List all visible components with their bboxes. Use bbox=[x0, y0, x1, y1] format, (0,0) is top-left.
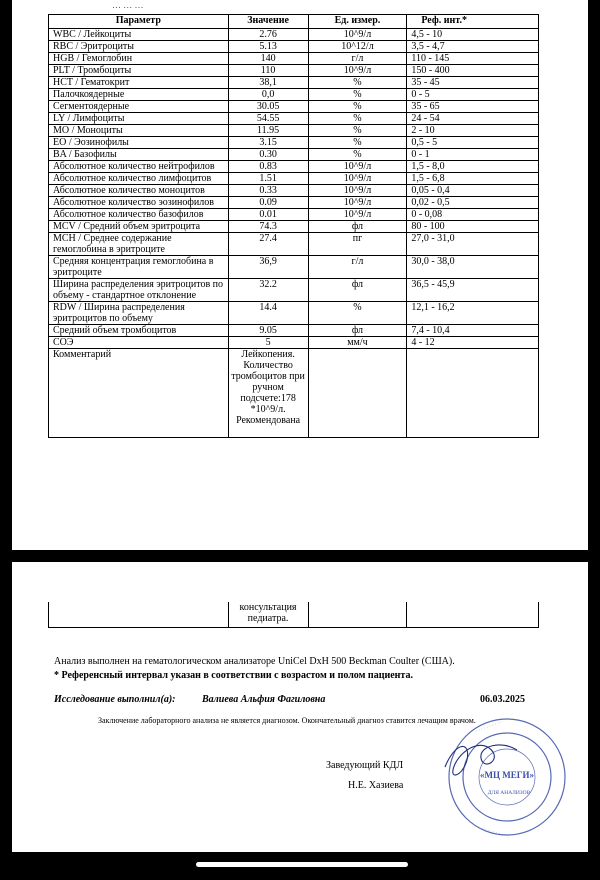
comment-label: Комментарий bbox=[49, 349, 229, 438]
table-row bbox=[49, 302, 539, 325]
cell-reference: 2 - 10 bbox=[407, 125, 539, 137]
cell-unit: % bbox=[308, 89, 407, 101]
cell-value: 74.3 bbox=[228, 221, 308, 233]
cell-value: 14.4 bbox=[228, 302, 308, 325]
cell-unit: фл bbox=[308, 325, 407, 337]
comment-text-continued: консультация педиатра. bbox=[228, 602, 308, 628]
cell-reference: 30,0 - 38,0 bbox=[407, 256, 539, 279]
cell-parameter: Абсолютное количество нейтрофилов bbox=[49, 161, 229, 173]
performed-by: Валиева Альфия Фагиловна bbox=[202, 694, 326, 705]
cell-value: 9.05 bbox=[228, 325, 308, 337]
continuation-empty-1 bbox=[49, 602, 229, 628]
report-page-1 bbox=[12, 0, 588, 550]
cell-unit: 10^12/л bbox=[308, 41, 407, 53]
cell-unit: % bbox=[308, 149, 407, 161]
comment-unit-empty bbox=[308, 349, 407, 438]
comment-text: Лейкопения. Количество тромбоцитов при ручном подсчете:178 *10^9/л. Рекомендована bbox=[228, 349, 308, 438]
cell-reference: 0 - 1 bbox=[407, 149, 539, 161]
header-value: Значение bbox=[228, 15, 308, 29]
cell-value: 2.76 bbox=[228, 29, 308, 41]
table-header-row bbox=[49, 15, 539, 29]
cell-parameter: WBC / Лейкоциты bbox=[49, 29, 229, 41]
table-row bbox=[49, 53, 539, 65]
cell-reference: 35 - 65 bbox=[407, 101, 539, 113]
table-row bbox=[49, 29, 539, 41]
table-row bbox=[49, 221, 539, 233]
cell-unit: мм/ч bbox=[308, 337, 407, 349]
cell-parameter: MCV / Средний объем эритроцита bbox=[49, 221, 229, 233]
report-page-2 bbox=[12, 562, 588, 852]
cell-unit: % bbox=[308, 113, 407, 125]
table-row bbox=[49, 77, 539, 89]
table-row bbox=[49, 209, 539, 221]
cell-value: 1.51 bbox=[228, 173, 308, 185]
cell-reference: 0,02 - 0,5 bbox=[407, 197, 539, 209]
cell-reference: 3,5 - 4,7 bbox=[407, 41, 539, 53]
cell-value: 36,9 bbox=[228, 256, 308, 279]
cell-value: 38,1 bbox=[228, 77, 308, 89]
cell-parameter: LY / Лимфоциты bbox=[49, 113, 229, 125]
cell-value: 30.05 bbox=[228, 101, 308, 113]
home-indicator bbox=[196, 862, 408, 867]
table-row bbox=[49, 161, 539, 173]
comment-ref-empty bbox=[407, 349, 539, 438]
cell-parameter: PLT / Тромбоциты bbox=[49, 65, 229, 77]
cell-reference: 24 - 54 bbox=[407, 113, 539, 125]
head-name: Н.Е. Хазиева bbox=[348, 780, 404, 791]
cell-value: 27.4 bbox=[228, 233, 308, 256]
cell-reference: 0 - 0,08 bbox=[407, 209, 539, 221]
cell-parameter: Абсолютное количество моноцитов bbox=[49, 185, 229, 197]
table-row bbox=[49, 125, 539, 137]
cell-unit: % bbox=[308, 302, 407, 325]
table-row bbox=[49, 279, 539, 302]
cell-parameter: Сегментоядерные bbox=[49, 101, 229, 113]
cell-parameter: Абсолютное количество базофилов bbox=[49, 209, 229, 221]
cell-unit: % bbox=[308, 137, 407, 149]
cell-reference: 1,5 - 6,8 bbox=[407, 173, 539, 185]
cell-reference: 110 - 145 bbox=[407, 53, 539, 65]
cell-unit: % bbox=[308, 77, 407, 89]
cell-unit: 10^9/л bbox=[308, 173, 407, 185]
table-row bbox=[49, 65, 539, 77]
cell-unit: 10^9/л bbox=[308, 161, 407, 173]
table-row bbox=[49, 233, 539, 256]
table-row bbox=[49, 41, 539, 53]
comment-continuation-row bbox=[49, 602, 539, 628]
cell-reference: 36,5 - 45,9 bbox=[407, 279, 539, 302]
table-row bbox=[49, 256, 539, 279]
cell-value: 32.2 bbox=[228, 279, 308, 302]
table-row bbox=[49, 149, 539, 161]
cell-value: 140 bbox=[228, 53, 308, 65]
header-fragment: … … … bbox=[112, 0, 144, 10]
cell-reference: 27,0 - 31,0 bbox=[407, 233, 539, 256]
cell-parameter: RBC / Эритроциты bbox=[49, 41, 229, 53]
stamp-center-text: «МЦ МЕГИ» bbox=[480, 770, 534, 780]
cell-value: 0.01 bbox=[228, 209, 308, 221]
cell-parameter: MCH / Среднее содержание гемоглобина в эритроците bbox=[49, 233, 229, 256]
table-row bbox=[49, 337, 539, 349]
cell-reference: 0 - 5 bbox=[407, 89, 539, 101]
cell-unit: г/л bbox=[308, 256, 407, 279]
cell-reference: 80 - 100 bbox=[407, 221, 539, 233]
cell-unit: г/л bbox=[308, 53, 407, 65]
report-date: 06.03.2025 bbox=[480, 694, 525, 705]
table-row bbox=[49, 197, 539, 209]
analyzer-note: Анализ выполнен на гематологическом анализаторе UniCel DxH 500 Beckman Coulter (США). bbox=[54, 656, 455, 667]
reference-note: * Референсный интервал указан в соответствии с возрастом и полом пациента. bbox=[54, 670, 413, 681]
table-row bbox=[49, 173, 539, 185]
cell-parameter: Абсолютное количество лимфоцитов bbox=[49, 173, 229, 185]
cell-value: 0.83 bbox=[228, 161, 308, 173]
cell-parameter: MO / Моноциты bbox=[49, 125, 229, 137]
cell-parameter: СОЭ bbox=[49, 337, 229, 349]
cell-value: 5.13 bbox=[228, 41, 308, 53]
table-row bbox=[49, 325, 539, 337]
cell-value: 110 bbox=[228, 65, 308, 77]
performed-label: Исследование выполнил(а): bbox=[54, 694, 176, 705]
cell-reference: 4 - 12 bbox=[407, 337, 539, 349]
cell-value: 54.55 bbox=[228, 113, 308, 125]
comment-continuation-table bbox=[48, 602, 539, 628]
header-parameter: Параметр bbox=[49, 15, 229, 29]
cell-reference: 0,5 - 5 bbox=[407, 137, 539, 149]
cell-parameter: Ширина распределения эритроцитов по объему - стандартное отклонение bbox=[49, 279, 229, 302]
cell-unit: 10^9/л bbox=[308, 65, 407, 77]
cell-value: 5 bbox=[228, 337, 308, 349]
cell-parameter: EO / Эозинофилы bbox=[49, 137, 229, 149]
table-row bbox=[49, 137, 539, 149]
cell-value: 3.15 bbox=[228, 137, 308, 149]
svg-text:· · · · · · · · · ·: · · · · · · · · · · bbox=[475, 720, 504, 735]
cell-unit: 10^9/л bbox=[308, 197, 407, 209]
cell-value: 0.09 bbox=[228, 197, 308, 209]
cell-reference: 1,5 - 8,0 bbox=[407, 161, 539, 173]
cell-unit: 10^9/л bbox=[308, 185, 407, 197]
cell-parameter: Средний объем тромбоцитов bbox=[49, 325, 229, 337]
continuation-empty-2 bbox=[308, 602, 407, 628]
table-row bbox=[49, 89, 539, 101]
comment-row bbox=[49, 349, 539, 438]
cell-parameter: Абсолютное количество эозинофилов bbox=[49, 197, 229, 209]
header-unit: Ед. измер. bbox=[308, 15, 407, 29]
cell-unit: % bbox=[308, 101, 407, 113]
cell-parameter: BA / Базофилы bbox=[49, 149, 229, 161]
cell-parameter: Палочкоядерные bbox=[49, 89, 229, 101]
cell-unit: фл bbox=[308, 279, 407, 302]
table-row bbox=[49, 101, 539, 113]
cell-reference: 4,5 - 10 bbox=[407, 29, 539, 41]
table-row bbox=[49, 185, 539, 197]
cell-unit: % bbox=[308, 125, 407, 137]
cell-unit: 10^9/л bbox=[308, 29, 407, 41]
cell-value: 0,0 bbox=[228, 89, 308, 101]
continuation-empty-3 bbox=[407, 602, 539, 628]
table-row bbox=[49, 113, 539, 125]
cell-parameter: RDW / Ширина распределения эритроцитов по объему bbox=[49, 302, 229, 325]
stamp-sub-text: ДЛЯ АНАЛИЗОВ bbox=[487, 790, 531, 796]
results-table bbox=[48, 14, 539, 438]
cell-unit: фл bbox=[308, 221, 407, 233]
cell-reference: 150 - 400 bbox=[407, 65, 539, 77]
cell-unit: 10^9/л bbox=[308, 209, 407, 221]
header-reference: Реф. инт.* bbox=[407, 15, 539, 29]
cell-parameter: HGB / Гемоглобин bbox=[49, 53, 229, 65]
cell-parameter: HCT / Гематокрит bbox=[49, 77, 229, 89]
head-title: Заведующий КДЛ bbox=[326, 760, 404, 771]
cell-reference: 7,4 - 10,4 bbox=[407, 325, 539, 337]
svg-text:· · · · · · · · · ·: · · · · · · · · · · bbox=[477, 826, 507, 839]
cell-parameter: Средняя концентрация гемоглобина в эритроците bbox=[49, 256, 229, 279]
cell-reference: 35 - 45 bbox=[407, 77, 539, 89]
cell-value: 0.33 bbox=[228, 185, 308, 197]
cell-value: 11.95 bbox=[228, 125, 308, 137]
seal-stamp bbox=[437, 712, 567, 847]
cell-unit: пг bbox=[308, 233, 407, 256]
cell-reference: 12,1 - 16,2 bbox=[407, 302, 539, 325]
cell-reference: 0,05 - 0,4 bbox=[407, 185, 539, 197]
cell-value: 0.30 bbox=[228, 149, 308, 161]
disclaimer: Заключение лабораторного анализа не является диагнозом. Окончательный диагноз ставится лечащим врачом. bbox=[98, 716, 476, 725]
